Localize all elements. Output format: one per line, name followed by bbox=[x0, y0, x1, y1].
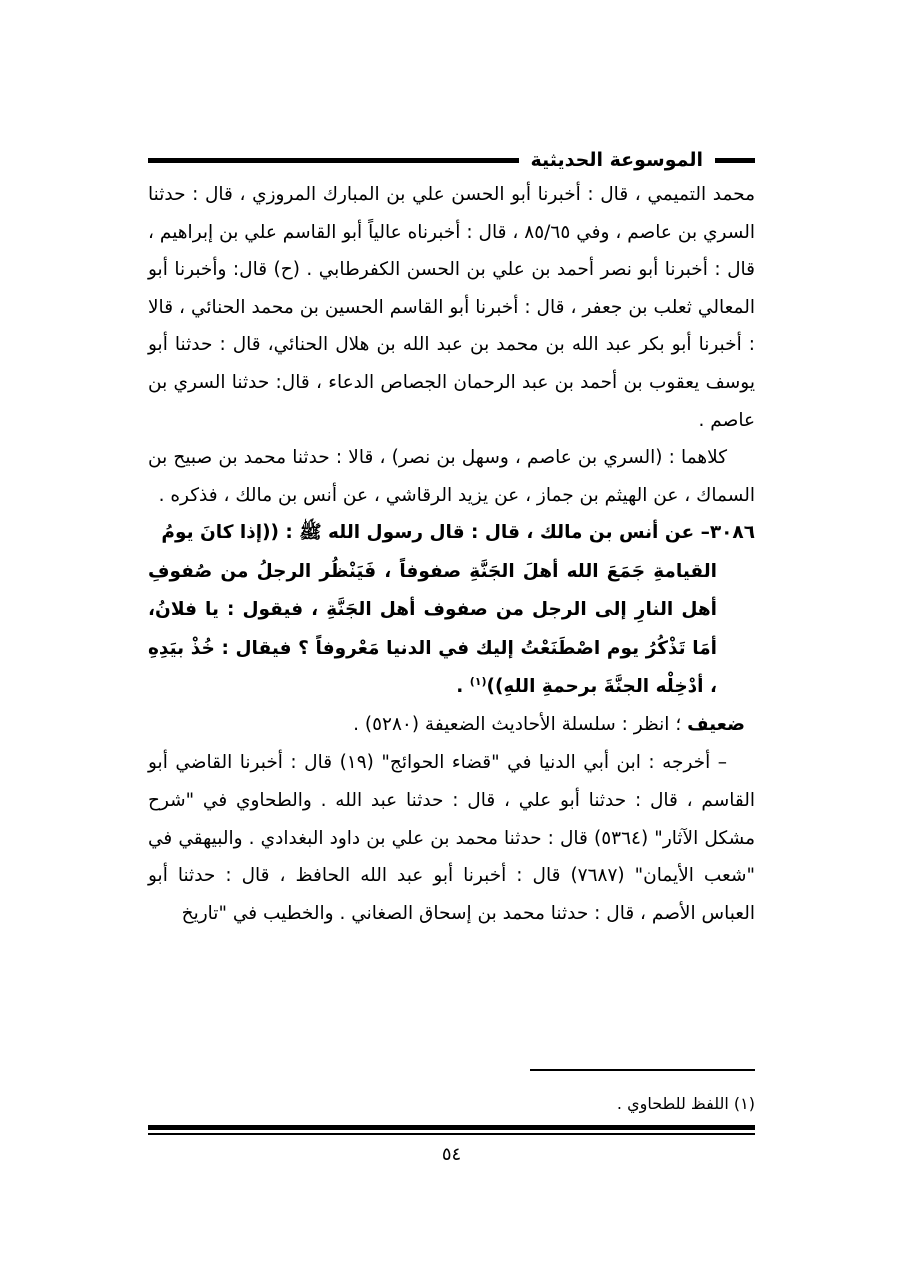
footnote-reference[interactable]: (١) bbox=[469, 674, 487, 688]
hadith-number: ٣٠٨٦– bbox=[700, 522, 755, 544]
footer-rule-thick bbox=[148, 1125, 755, 1130]
hadith-text bbox=[148, 553, 755, 707]
footnote: (١) اللفظ للطحاوي . bbox=[616, 1094, 755, 1113]
combined-chain-paragraph: كلاهما : (السري بن عاصم ، وسهل بن نصر) ، قالا : حدثنا محمد بن صبيح بن السماك ، عن الهيثم بن جماز ، عن يزيد الرقاشي ، عن أنس بن مالك ، فذكره . bbox=[148, 447, 755, 506]
hadith-paragraph bbox=[148, 514, 755, 552]
header-rule-left bbox=[148, 158, 519, 163]
footnote-separator bbox=[530, 1069, 755, 1071]
grade-reference: ؛ انظر : سلسلة الأحاديث الضعيفة (٥٢٨٠) . bbox=[353, 714, 688, 736]
takhrij-paragraph: – أخرجه : ابن أبي الدنيا في "قضاء الحوائج" (١٩) قال : أخبرنا القاضي أبو القاسم ، قال : حدثنا أبو علي ، قال : حدثنا عبد الله . والطحاوي في "شرح مشكل الآثار" (٥٣٦٤) قال : حدثنا محمد بن علي بن داود البغدادي . والبيهقي في "شعب الأيمان" (٧٦٨٧) قال : أخبرنا أبو عبد الله الحافظ ، قال : حدثنا أبو العباس الأصم ، قال : حدثنا محمد بن إسحاق الصغاني . والخطيب في "تاريخ bbox=[148, 752, 755, 924]
grade-label: ضعيف bbox=[687, 714, 745, 736]
footer-rule-thin bbox=[148, 1133, 755, 1135]
main-text bbox=[148, 176, 755, 932]
header-title: الموسوعة الحديثية bbox=[530, 149, 703, 171]
hadith-matn: القيامةِ جَمَعَ الله أهلَ الجَنَّةِ صفوفاً ، فَيَنْظُر الرجلُ من صُفوفِ أهل النارِ إلى الرجل من صفوف أهل الجَنَّةِ ، فيقول : يا فلانُ، أمَا تَذْكُرُ يوم اصْطَنَعْتُ إليك في الدنيا مَعْروفاً ؟ فيقال : خُذْ بيَدِهِ ، أدْخِلْه الجنَّةَ برحمةِ اللهِ)) bbox=[148, 560, 717, 697]
grading-line bbox=[148, 706, 755, 744]
hadith-end: . bbox=[456, 675, 470, 697]
header-rule-right bbox=[715, 158, 755, 163]
isnad-paragraph: محمد التميمي ، قال : أخبرنا أبو الحسن علي بن المبارك المروزي ، قال : حدثنا السري بن عاصم ، وفي ٨٥/٦٥ ، قال : أخبرناه عالياً أبو القاسم علي بن إبراهيم ، قال : أخبرنا أبو نصر أحمد بن علي بن الحسن الكفرطابي . (ح) قال: وأخبرنا أبو المعالي ثعلب بن جعفر ، قال : أخبرنا أبو القاسم الحسين بن محمد الحنائي ، قالا : أخبرنا أبو بكر عبد الله بن محمد بن عبد الله بن هلال الحنائي، قال : حدثنا أبو يوسف يعقوب بن أحمد بن عبد الرحمان الجصاص الدعاء ، قال: حدثنا السري بن عاصم . bbox=[148, 184, 755, 431]
page-number: ٥٤ bbox=[441, 1144, 462, 1165]
hadith-opening: عن أنس بن مالك ، قال : قال رسول الله ﷺ : ((إذا كانَ يومُ bbox=[161, 522, 695, 544]
running-header bbox=[148, 140, 755, 180]
